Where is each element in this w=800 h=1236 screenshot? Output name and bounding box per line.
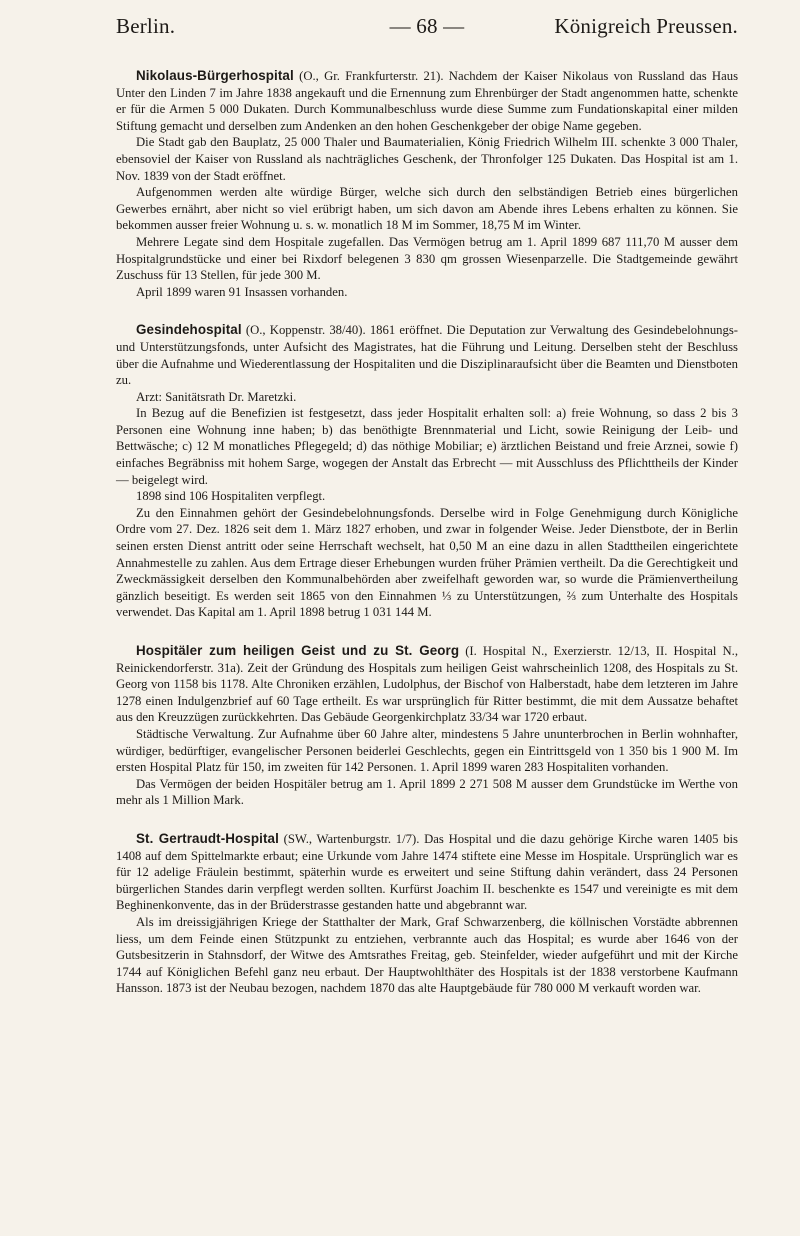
header-region: Königreich Preussen. [554,14,738,38]
paragraph: Das Vermögen der beiden Hospitäler betrug am 1. April 1899 2 271 508 M ausser dem Grundstücke im Werthe von mehr als 1 Million Mark. [116,776,738,808]
paragraph-text: (I. Hospital N., Exerzierstr. 12/13, II. Hospital N., Reinickendorferstr. 31a). Zeit der Gründung des Hospitals zum heiligen Geist wahrscheinlich 1208, des Hospitals zu St. Georg von 1158 bis 1178. Alte Chroniken erzählen, Ludolphus, der Bischof von Halberstadt, habe dem letzteren im Jahre 1278 einen Indulgenzbrief auf 60 Tage ertheilt. Es war ursprünglich für Ritter bestimmt, die mit dem Aussatze behaftet aus den Kreuzzügen zurückkehrten. Das Gebäude Georgenkirchplatz 33/34 war 1720 erbaut. [116,644,739,725]
paragraph [116,68,738,134]
paragraph-text: (O., Gr. Frankfurterstr. 21). Nachdem der Kaiser Nikolaus von Russland das Haus Unter den Linden 7 im Jahre 1838 angekauft und die Ernennung zum Ehrenbürger der Stadt angenommen hatte, schenkte er für die Armen 5 000 Dukaten. Durch Kommunalbeschluss wurde diese Summe zum Fundationskapital einer milden Stiftung gemacht und derselben zum Andenken an den hohen Geschenkgeber der obige Name gegeben. [116,69,739,133]
page-header [116,14,738,44]
paragraph-text: (O., Koppenstr. 38/40). 1861 eröffnet. Die Deputation zur Verwaltung des Gesindebelohnungs- und Unterstützungsfonds, unter Aufsicht des Magistrates, hat die Führung und Leitung. Derselben steht der Beschluss über die Aufnahme und Wiederentlassung der Hospitaliten und die Disziplinaraufsicht über die Beamten und Dienstboten zu. [116,323,739,388]
section-gesindehospital [116,322,738,621]
paragraph [116,643,738,726]
section-title: St. Gertraudt-Hospital [136,830,279,846]
paragraph [116,831,738,914]
paragraph: Mehrere Legate sind dem Hospitale zugefallen. Das Vermögen betrug am 1. April 1899 687 111,70 M ausser dem Hospitalgrundstücke und einer bei Rixdorf belegenen 3 830 qm grossen Wiesenparzelle. Die Stadtgemeinde gewährt Zuschuss für 13 Stellen, für jede 300 M. [116,234,738,283]
page-body [116,68,738,1019]
paragraph: Arzt: Sanitätsrath Dr. Maretzki. [136,389,297,404]
section-st-gertraudt-hospital [116,831,738,997]
paragraph-text: (SW., Wartenburgstr. 1/7). Das Hospital und die dazu gehörige Kirche waren 1405 bis 1408 auf dem Spittelmarkte erbaut; eine Urkunde vom Jahre 1474 stiftete eine Messe im Hospitale. Ursprünglich war es für 12 adelige Fräulein bestimmt, späterhin wurde es erweitert und seine Stiftung dahin verändert, dass 24 Personen bürgerlichen Standes darin verpflegt werden sollten. Kurfürst Joachim II. beschenkte es 1547 und vereinigte es mit dem Beghinenkonvente, das in der Brüderstrasse gestanden hatte und abgebrannt war. [116,831,738,913]
section-title: Gesindehospital [136,322,242,338]
section-title: Hospitäler zum heiligen Geist und zu St. Georg [136,643,460,658]
paragraph [116,322,738,388]
paragraph: Städtische Verwaltung. Zur Aufnahme über 60 Jahre alter, mindestens 5 Jahre ununterbrochen in Berlin wohnhafter, würdiger, bedürftiger, evangelischer Personen beiderlei Geschlechts, gegen ein Eintrittsgeld von 1 350 bis 1 900 M. Im ersten Hospital Platz für 150, im zweiten für 142 Personen. 1. April 1899 waren 283 Hospitaliten vorhanden. [116,726,738,775]
section-heiliger-geist-st-georg [116,643,738,809]
paragraph: 1898 sind 106 Hospitaliten verpflegt. [136,489,326,504]
section-nikolaus-buergerhospital [116,68,738,300]
paragraph: Aufgenommen werden alte würdige Bürger, welche sich durch den selbständigen Betrieb eines bürgerlichen Gewerbes ernährt, aber nicht so viel erübrigt haben, um sich davon am Abende ihres Lebens erhalten zu können. Sie bekommen ausser freier Wohnung u. s. w. monatlich 18 M im Sommer, 18,75 M im Winter. [116,185,738,233]
paragraph: Zu den Einnahmen gehört der Gesindebelohnungsfonds. Derselbe wird in Folge Genehmigung durch Königliche Ordre vom 27. Dez. 1826 seit dem 1. März 1827 erhoben, und zwar in folgender Weise. Jeder Dienstbote, der in Berlin seinen ersten Dienst antritt oder seine Herrschaft wechselt, hat 0,50 M an eine dazu in allen Stadttheilen eingerichtete Annahmestelle zu zahlen. Aus dem Ertrage dieser Erhebungen wurden früher Prämien vertheilt. Da die Gerechtigkeit und Zweckmässigkeit derselben den Kommunalbehörden aber zweifelhaft geworden war, so wurde die Prämienvertheilung gänzlich beseitigt. Es werden seit 1865 von den Einnahmen ⅓ zu Unterstützungen, ⅔ zum Unterhalte des Hospitals verwendet. Das Kapital am 1. April 1898 betrug 1 031 144 M. [116,505,738,620]
section-title: Nikolaus-Bürgerhospital [136,68,294,83]
paragraph: Die Stadt gab den Bauplatz, 25 000 Thaler und Baumaterialien, König Friedrich Wilhelm III. schenkte 3 000 Thaler, ebensoviel der Kaiser von Russland als nachträgliches Geschenk, der Thronfolger 125 Dukaten. Das Hospital ist am 1. Nov. 1839 von der Stadt eröffnet. [116,135,738,183]
paragraph: Als im dreissigjährigen Kriege der Statthalter der Mark, Graf Schwarzenberg, die köllnischen Vorstädte abbrennen liess, um dem Feinde einen Stützpunkt zu entziehen, verbrannte auch das Hospital; es wurde aber 1646 von der Gutsbesitzerin in Stahnsdorf, der Witwe des Amtsrathes Freitag, geb. Steinfelder, wieder aufgeführt und mit der Kirche 1744 auf Königlichen Befehl ganz neu erbaut. Der Hauptwohlthäter des Hospitals ist der 1838 verstorbene Kaufmann Hansson. 1873 ist der Neubau bezogen, nachdem 1870 das alte Hauptgebäude für 780 000 M verkauft worden war. [116,914,738,996]
paragraph: In Bezug auf die Benefizien ist festgesetzt, dass jeder Hospitalit erhalten soll: a) freie Wohnung, so dass 2 bis 3 Personen eine Wohnung inne haben; b) das benöthigte Brennmaterial und Licht, sowie Reinigung der Leib- und Bettwäsche; c) 12 M monatliches Pflegegeld; d) das nöthige Mobiliar; e) ärztlichen Beistand und freie Arznei, sowie f) einfaches Begräbniss mit hohem Sarge, wogegen der Anstalt das Erbrecht — mit Ausschluss des Pflichttheils der Kinder — beigelegt wird. [116,406,738,487]
paragraph: April 1899 waren 91 Insassen vorhanden. [136,284,348,299]
page-number: — 68 — [389,14,465,38]
header-city: Berlin. [116,14,176,38]
